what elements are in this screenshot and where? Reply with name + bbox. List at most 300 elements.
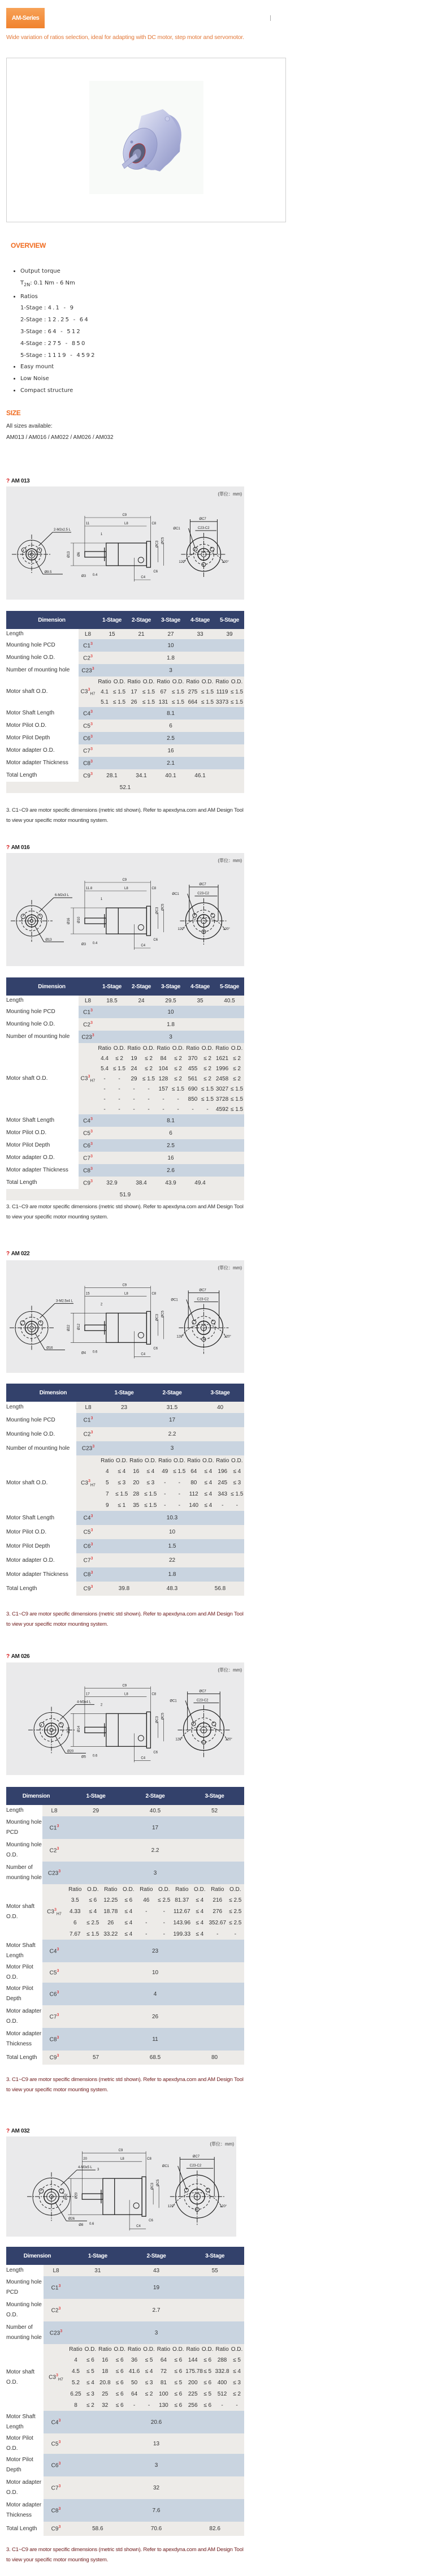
ratio-value: 4.4	[101, 1055, 109, 1062]
thread-label: 4-M3x5 L	[78, 2166, 93, 2170]
ratio-value: 370	[188, 1055, 198, 1062]
unit-label: (單位：mm)	[210, 2142, 234, 2147]
gap-label: 0.6	[89, 2222, 94, 2226]
ratio-row	[97, 1074, 244, 1084]
ratio-value: 455	[188, 1065, 198, 1072]
total-value: 80	[185, 2051, 244, 2065]
value-cell: 20.6	[68, 2411, 244, 2433]
ratio-value: 50	[131, 2379, 138, 2386]
unit-label: (單位：mm)	[218, 1265, 242, 1270]
pcd-label: Ø16	[46, 1346, 53, 1350]
footnote: 3. C1~C9 are motor specific dimensions (metric std shown). Refer to apexdyna.com and AM Design Tool to view your specific motor mounting system.	[6, 2077, 244, 2093]
row-label: Length	[6, 1805, 42, 1816]
table-row-c3	[6, 1043, 244, 1114]
row-label: Motor Pilot O.D.	[6, 1127, 79, 1139]
table-row-length	[6, 1805, 244, 1816]
ratio-header-cell: Ratio	[157, 2346, 171, 2353]
ratio-value: 25	[102, 2390, 109, 2397]
value-cell: 2.6	[97, 1164, 244, 1177]
table-row-c23	[6, 2321, 244, 2344]
row-label: Motor adapter O.D.	[6, 1152, 79, 1164]
table-row-length	[6, 1402, 244, 1413]
ratio-value: -	[145, 1931, 148, 1937]
row-label: Motor Shaft Length	[6, 1511, 76, 1525]
od-header: O.D.	[231, 1045, 243, 1052]
od-value: ≤ 2	[233, 2390, 241, 2397]
ratio-value: 130	[159, 2402, 168, 2409]
ratio-value: 288	[217, 2357, 227, 2363]
angle-right-label: 120°	[219, 2205, 227, 2209]
ratio-header-cell: Ratio	[127, 1045, 141, 1052]
od-value: ≤ 1.5	[173, 1468, 186, 1475]
table-header	[6, 1787, 244, 1805]
ratio-value: 216	[213, 1897, 223, 1903]
product-image-frame	[6, 58, 286, 222]
value-cell: 1.5	[100, 1539, 244, 1553]
drawing-panel	[6, 1662, 244, 1775]
total-value: 34.1	[127, 769, 156, 782]
value-cell: 13	[68, 2433, 244, 2454]
od-value: ≤ 5	[203, 2368, 212, 2375]
od-value: ≤ 1.5	[171, 699, 185, 705]
footnote: 3. C1~C9 are motor specific dimensions (metric std shown). Refer to apexdyna.com and AM Design Tool to view your specific motor mounting system.	[6, 2547, 244, 2563]
shaft-len-label: 17	[85, 1692, 90, 1696]
header-stage: 4-Stage	[185, 977, 215, 996]
od-value: ≤ 4	[124, 1908, 133, 1915]
row-label: Motor Pilot O.D.	[6, 720, 79, 732]
row-label: Mounting hole PCD	[6, 1816, 42, 1839]
od-value: ≤ 5	[145, 2357, 153, 2363]
key-dia-label: Ø3	[81, 575, 86, 578]
od-value: ≤ 6	[115, 2368, 124, 2375]
od-header: O.D.	[122, 1886, 135, 1893]
shaft-len-label: 20	[83, 2157, 87, 2161]
header-stage: 3-Stage	[185, 2247, 244, 2265]
c8-label: C8	[151, 1692, 157, 1696]
od-value: -	[163, 1919, 165, 1926]
thread-label: 3-M2.5x4 L	[56, 1299, 73, 1303]
total-value: 51.9	[6, 1189, 244, 1200]
ratio-header-cell: Ratio	[215, 1045, 229, 1052]
key-dia-label: Ø4	[81, 1351, 86, 1355]
row-label: Motor adapter Thickness	[6, 2499, 44, 2522]
value-cell: 17	[100, 1413, 244, 1427]
od-value: ≤ 2	[203, 1075, 211, 1082]
od-value: -	[206, 1106, 209, 1113]
pcd-label: Ø26	[68, 2217, 75, 2221]
ratio-value: -	[103, 1096, 106, 1102]
question-icon: ?	[6, 1251, 10, 1257]
od-value: ≤ 3	[233, 1479, 241, 1486]
od-value: ≤ 1.5	[230, 1085, 244, 1092]
l8-label: L8	[124, 1692, 128, 1696]
total-value: 82.6	[185, 2522, 244, 2536]
row-label: Motor Pilot O.D.	[6, 1962, 42, 1983]
header-stage: 1-Stage	[66, 1787, 125, 1805]
footnote: 3. C1~C9 are motor specific dimensions (metric std shown). Refer to apexdyna.com and AM Design Tool to view your specific motor mounting system.	[6, 1611, 244, 1627]
output-torque-label: Output torque	[20, 268, 60, 274]
dimension-table	[6, 1787, 244, 2065]
c9-label: C9	[122, 878, 127, 882]
od-value: ≤ 6	[203, 2402, 212, 2409]
ratio-row	[68, 2354, 244, 2366]
code-cell: $C23^3$	[76, 1441, 100, 1455]
ratio-value: 200	[188, 2379, 198, 2386]
l8-label: L8	[124, 887, 128, 890]
model-name: AM 013	[11, 478, 30, 484]
ratio-value: -	[133, 1106, 135, 1113]
ratio-header-cell: Ratio	[215, 678, 229, 685]
code-cell: $C5^3$	[44, 2433, 68, 2454]
dimension-table	[6, 977, 244, 1200]
ratio-value: 850	[188, 1096, 198, 1102]
row-label: Motor Pilot Depth	[6, 1983, 42, 2005]
length-value: 21	[127, 629, 156, 639]
c23c2-label: C23-C2	[197, 527, 210, 530]
od-header: O.D.	[201, 1045, 214, 1052]
code-cell: $C3^3_{H7}$	[79, 677, 97, 707]
row-label: Mounting hole O.D.	[6, 1839, 42, 1862]
ratio-value: 4	[74, 2357, 77, 2363]
header-stage: 1-Stage	[97, 977, 127, 996]
header-stage: 1-Stage	[100, 1384, 148, 1402]
c23c2-label: C23-C2	[189, 2164, 202, 2168]
table-row-c3	[6, 2344, 244, 2411]
od-value: -	[163, 1908, 165, 1915]
l8-label: L8	[124, 1292, 128, 1296]
ratio-value: 12.25	[103, 1897, 118, 1903]
table-row-c6	[6, 2454, 244, 2476]
code-cell: $C23^3$	[79, 664, 97, 677]
value-cell: 1.8	[97, 1018, 244, 1031]
row-label: Number of mounting hole	[6, 1862, 42, 1884]
model-title	[6, 845, 29, 851]
ratio-header-cell: Ratio	[216, 1457, 229, 1464]
code-cell: $C2^3$	[79, 652, 97, 664]
ratio-value: 18	[102, 2368, 109, 2375]
ratio-row	[68, 2400, 244, 2411]
c8-label: C8	[151, 887, 157, 890]
total-value: 40.1	[156, 769, 185, 782]
row-label: Motor adapter Thickness	[6, 757, 79, 769]
length-value: 40.5	[125, 1805, 185, 1816]
header-stage: 5-Stage	[215, 977, 244, 996]
c7-label: ØC7	[199, 518, 206, 521]
od-value: ≤ 1.5	[142, 1075, 155, 1082]
thread-label: 6-M2x3 L	[55, 894, 70, 897]
od-value: ≤ 6	[174, 2390, 183, 2397]
table-row-c2	[6, 1839, 244, 1862]
c4-label: C4	[141, 1352, 146, 1356]
od-header: O.D.	[115, 1457, 128, 1464]
c9-label: C9	[122, 514, 127, 517]
ratio-value: 131	[158, 699, 168, 705]
od-value: ≤ 4	[204, 1502, 213, 1509]
ratio-header-cell: Ratio	[98, 678, 111, 685]
ratio-value: -	[133, 1096, 135, 1102]
body-dia-label: Ø16	[67, 917, 71, 924]
ratio-header-cell: Ratio	[215, 2346, 229, 2353]
ratio-header-cell: Ratio	[186, 1045, 200, 1052]
od-value: ≤ 2	[233, 1055, 241, 1062]
od-value: ≤ 1.5	[230, 688, 244, 695]
ratio-value: 20	[133, 1479, 140, 1486]
side-view	[85, 906, 150, 936]
torque-value: $T_{2N}$: 0.1 Nm - 6 Nm	[20, 279, 75, 287]
header-stage: 2-Stage	[127, 611, 156, 629]
ratio-value: 332.8	[215, 2368, 229, 2375]
total-value: 38.4	[127, 1177, 156, 1189]
c6-label: C6	[149, 2219, 153, 2223]
table-row-c4	[6, 2411, 244, 2433]
header-dimension: Dimension	[6, 1787, 66, 1805]
key-dia-label: Ø5	[81, 1755, 86, 1759]
question-icon: ?	[6, 478, 10, 484]
od-value: ≤ 1.5	[112, 699, 126, 705]
total-value: 49.4	[185, 1177, 215, 1189]
ratio-header	[66, 1884, 244, 1894]
thread-label: 2-M2x2.5 L	[54, 528, 71, 532]
row-label: Motor adapter Thickness	[6, 1164, 79, 1177]
ratio-row	[97, 1063, 244, 1074]
value-cell: 2.5	[97, 1139, 244, 1152]
ratio-header-cell: Ratio	[186, 2346, 200, 2353]
model-name: AM 026	[11, 1653, 30, 1660]
ratio-header-cell: Ratio	[104, 1886, 118, 1893]
value-cell: 8.1	[97, 1114, 244, 1127]
c23c2-label: C23-C2	[197, 892, 209, 895]
drawing-panel	[6, 2136, 236, 2237]
ratio-3-stage: 3-Stage : 64 - 512	[20, 328, 81, 335]
ratio-value: 1621	[215, 1055, 229, 1062]
series-badge[interactable]: AM-Series	[6, 8, 45, 28]
angle-right-label: 120°	[223, 928, 230, 931]
table-row-c6	[6, 1539, 244, 1553]
ratio-value: 4.1	[101, 688, 109, 695]
ratio-header-cell: Ratio	[158, 1457, 172, 1464]
l8-label: L8	[120, 2157, 124, 2161]
ratio-value: 32	[102, 2402, 109, 2409]
row-label: Length	[6, 1402, 76, 1413]
code-cell: $C3^3_{H7}$	[79, 1043, 97, 1114]
ratio-value: 7	[105, 1491, 109, 1497]
code-cell: $C6^3$	[79, 1139, 97, 1152]
table-row-c9	[6, 1582, 244, 1596]
value-cell: 17	[66, 1816, 244, 1839]
od-value: ≤ 1.5	[171, 1085, 185, 1092]
row-label: Motor adapter Thickness	[6, 2028, 42, 2051]
code-cell: $C23^3$	[44, 2321, 68, 2344]
ratio-value: 1996	[215, 1065, 229, 1072]
od-value: ≤ 2.5	[229, 1897, 242, 1903]
row-label: Mounting hole O.D.	[6, 1018, 79, 1031]
od-value: ≤ 1.5	[144, 1502, 157, 1509]
table-row-c9	[6, 2051, 244, 2065]
header-stage: 3-Stage	[156, 977, 185, 996]
od-value: ≤ 6	[174, 2357, 183, 2363]
od-header: O.D.	[201, 678, 214, 685]
ratio-value: 41.6	[128, 2368, 140, 2375]
length-value: 39	[215, 629, 244, 639]
value-cell: 3	[100, 1441, 244, 1455]
od-value: ≤ 4	[124, 1919, 133, 1926]
row-label: Mounting hole PCD	[6, 1413, 76, 1427]
od-header: O.D.	[143, 2346, 155, 2353]
ratio-row	[66, 1928, 244, 1940]
code-cell: $C1^3$	[42, 1816, 66, 1839]
feature-compact: • Compact structure	[20, 385, 96, 397]
c3-label: ØC3	[151, 2182, 155, 2190]
row-label: Mounting hole PCD	[6, 639, 79, 652]
od-header: O.D.	[113, 1045, 125, 1052]
ratio-header-cell: Ratio	[157, 678, 170, 685]
row-label: Mounting hole O.D.	[6, 2299, 44, 2321]
ratio-value: -	[133, 1085, 135, 1092]
row-label: Motor adapter Thickness	[6, 1567, 76, 1582]
row-label: Length	[6, 629, 79, 639]
od-header: O.D.	[172, 1045, 184, 1052]
table-row-c6	[6, 732, 244, 744]
od-value: ≤ 2	[233, 1075, 241, 1082]
value-cell: 2.2	[66, 1839, 244, 1862]
length-value: 24	[127, 996, 156, 1006]
od-value: ≤ 3	[118, 1479, 126, 1486]
value-cell: 6	[97, 720, 244, 732]
code-cell: $C7^3$	[42, 2005, 66, 2028]
od-value: ≤ 1.5	[201, 1096, 214, 1102]
ratio-value: 276	[213, 1908, 223, 1915]
table-row-c5	[6, 2433, 244, 2454]
c5-label: ØC5	[161, 1713, 165, 1720]
ratio-value: 64	[131, 2390, 138, 2397]
model-title	[6, 478, 29, 484]
value-cell: 16	[97, 1152, 244, 1164]
ratio-4-stage: 4-Stage : 275 - 850	[20, 340, 86, 347]
header-stage: 3-Stage	[196, 1384, 244, 1402]
row-label: Motor Pilot Depth	[6, 1539, 76, 1553]
ratio-row	[100, 1500, 244, 1511]
body-dia-label: Ø13	[67, 551, 71, 558]
shaft-len-label: 11.8	[85, 887, 93, 890]
od-value: ≤ 4	[196, 1931, 204, 1937]
ratio-value: 81	[160, 2379, 167, 2386]
table-row-c9	[6, 2522, 244, 2536]
ratio-value: 9	[105, 1502, 109, 1509]
ratio-value: 80	[190, 1479, 197, 1486]
ratio-header-cell: Ratio	[186, 678, 200, 685]
tagline: Wide variation of ratios selection, ideal for adapting with DC motor, step motor and servomotor.	[6, 34, 244, 41]
od-value: ≤ 1.5	[171, 688, 185, 695]
side-view	[85, 1311, 150, 1344]
total-value: 68.5	[125, 2051, 185, 2065]
length-value: 29	[66, 1805, 125, 1816]
ratio-value: 196	[218, 1468, 228, 1475]
od-value: ≤ 3	[233, 2379, 241, 2386]
table-row-c5	[6, 1962, 244, 1983]
od-value: ≤ 2.5	[229, 1908, 242, 1915]
table-header	[6, 611, 244, 629]
gearbox-illustration	[89, 81, 203, 194]
table-row-c5	[6, 1525, 244, 1539]
ratio-value: 352.67	[209, 1919, 227, 1926]
shaft-dia-label: Ø20	[75, 2192, 79, 2199]
total-value: 70.6	[127, 2522, 186, 2536]
angle-right-label: 120°	[225, 1738, 232, 1742]
od-value: ≤ 5	[203, 2390, 212, 2397]
size-list: AM013 / AM016 / AM022 / AM026 / AM032	[6, 434, 114, 441]
ratio-row	[66, 1917, 244, 1928]
model-name: AM 022	[11, 1251, 30, 1257]
od-header: O.D.	[172, 2346, 184, 2353]
od-value: ≤ 6	[115, 2357, 124, 2363]
od-value: -	[177, 1096, 179, 1102]
angle-left-label: 120°	[167, 2205, 175, 2209]
od-value: ≤ 3	[146, 1479, 155, 1486]
unit-label: (單位：mm)	[218, 858, 242, 863]
length-value: 40	[196, 1402, 244, 1413]
value-cell: 2.2	[100, 1427, 244, 1441]
row-label: Total Length	[6, 2051, 42, 2065]
model-title	[6, 1653, 29, 1660]
row-label: Total Length	[6, 1582, 76, 1596]
ratio-row	[100, 1477, 244, 1488]
gap-label: 0.6	[92, 1754, 98, 1758]
table-row-c3	[6, 1455, 244, 1511]
ratio-header-cell: Ratio	[69, 2346, 83, 2353]
row-label: Motor shaft O.D.	[6, 677, 79, 707]
ratio-value: 128	[158, 1075, 168, 1082]
footnote: 3. C1~C9 are motor specific dimensions (metric std shown). Refer to apexdyna.com and AM Design Tool to view your specific motor mounting system.	[6, 1204, 244, 1220]
size-available-label: All sizes available:	[6, 423, 53, 429]
c1-label: ØC1	[162, 2165, 170, 2169]
angle-left-label: 120°	[176, 1335, 184, 1339]
ratio-value: -	[164, 1479, 166, 1486]
length-value: 52	[185, 1805, 244, 1816]
dimension-table	[6, 2247, 244, 2536]
table-row-c3	[6, 677, 244, 707]
c3-label: ØC3	[155, 907, 159, 914]
ratio-value: -	[103, 1075, 106, 1082]
ratio-value: 2458	[215, 1075, 229, 1082]
c7-label: ØC7	[199, 1289, 206, 1293]
dimension-table	[6, 1384, 244, 1596]
drawing-panel	[6, 1260, 244, 1373]
ratio-value: 3373	[215, 699, 229, 705]
ratio-value: 36	[131, 2357, 138, 2363]
angle-right-label: 120°	[224, 1335, 231, 1339]
ratio-header-cell: Ratio	[187, 1457, 201, 1464]
value-cell: 32	[68, 2476, 244, 2499]
header-dimension: Dimension	[6, 611, 97, 629]
od-value: ≤ 4	[89, 1908, 97, 1915]
ratio-value: 20.8	[99, 2379, 111, 2386]
ratio-value: -	[103, 1106, 106, 1113]
shaft-od-grid	[97, 1043, 244, 1114]
ratio-header-cell: Ratio	[127, 2346, 141, 2353]
angle-left-label: 120°	[179, 561, 186, 564]
od-value: ≤ 4	[124, 1931, 133, 1937]
c5-label: ØC5	[161, 1311, 165, 1318]
length-value: 27	[156, 629, 185, 639]
code-cell: $C23^3$	[42, 1862, 66, 1884]
table-row-c2	[6, 652, 244, 664]
ratio-row	[68, 2377, 244, 2388]
ratio-value: -	[103, 1085, 106, 1092]
total-value: 58.6	[68, 2522, 127, 2536]
code-cell: $C5^3$	[79, 720, 97, 732]
shaft-len-label: 11	[85, 522, 90, 525]
table-row-c8	[6, 1164, 244, 1177]
